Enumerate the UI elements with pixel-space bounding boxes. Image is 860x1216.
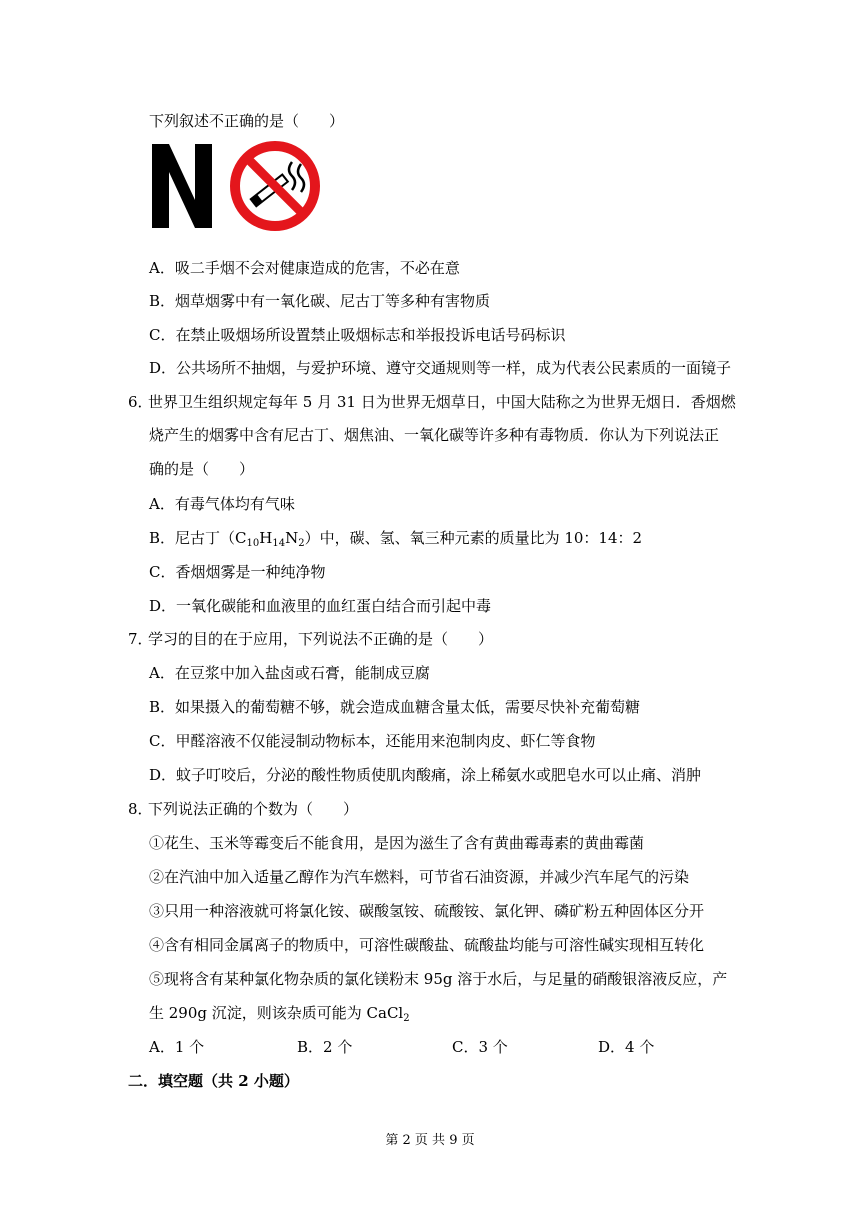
- q7-option-a: A．在豆浆中加入盐卤或石膏，能制成豆腐: [149, 664, 430, 682]
- q7-option-b: B．如果摄入的葡萄糖不够，就会造成血糖含量太低，需要尽快补充葡萄糖: [149, 698, 641, 716]
- q8-statement-3: ③只用一种溶液就可将氯化铵、碳酸氢铵、硫酸铵、氯化钾、磷矿粉五种固体区分开: [149, 902, 705, 920]
- q6-option-d: D．一氧化碳能和血液里的血红蛋白结合而引起中毒: [149, 597, 492, 615]
- q8-statement-2: ②在汽油中加入适量乙醇作为汽车燃料，可节省石油资源，并减少汽车尾气的污染: [149, 868, 690, 886]
- q6-stem-line-2: 烧产生的烟雾中含有尼古丁、烟焦油、一氧化碳等许多种有毒物质．你认为下列说法正: [149, 426, 720, 444]
- q8-stem: 8．下列说法正确的个数为（ ）: [128, 800, 359, 818]
- section-heading-fill-in: 二．填空题（共 2 小题）: [128, 1072, 299, 1090]
- q5-option-b: B．烟草烟雾中有一氧化碳、尼古丁等多种有害物质: [149, 292, 491, 310]
- q6-option-c: C．香烟烟雾是一种纯净物: [149, 563, 326, 581]
- q5-option-d: D．公共场所不抽烟，与爱护环境、遵守交通规则等一样，成为代表公民素质的一面镜子: [149, 359, 732, 377]
- letter-n-icon: [152, 144, 212, 228]
- q7-number: 7．: [128, 630, 153, 648]
- page-footer: 第 2 页 共 9 页: [385, 1133, 475, 1148]
- q8-option-b: B．2 个: [297, 1038, 353, 1056]
- q8-number: 8．: [128, 800, 153, 818]
- q5-option-a: A．吸二手烟不会对健康造成的危害，不必在意: [149, 259, 460, 277]
- no-smoking-logo: [149, 140, 329, 232]
- q7-option-c: C．甲醛溶液不仅能浸制动物标本，还能用来泡制肉皮、虾仁等食物: [149, 732, 596, 750]
- q8-statement-5-line-2: 生 290g 沉淀，则该杂质可能为 CaCl$_2$: [149, 1004, 410, 1024]
- question-intro: 下列叙述不正确的是（ ）: [149, 112, 345, 130]
- q6-stem-line-3: 确的是（ ）: [149, 460, 255, 478]
- q6-option-b: B．尼古丁$(C_{10}H_{14}N_2)$中，碳、氢、氧三种元素的质量比为 10：14：2: [149, 529, 643, 549]
- q8-statement-1: ①花生、玉米等霉变后不能食用，是因为滋生了含有黄曲霉毒素的黄曲霉菌: [149, 834, 645, 852]
- q8-option-d: D．4 个: [598, 1038, 655, 1056]
- no-smoking-sign-icon: [235, 146, 315, 226]
- q6-stem-line-1: 6．世界卫生组织规定每年 5 月 31 日为世界无烟草日，中国大陆称之为世界无烟日．香烟燃: [128, 393, 736, 411]
- q8-statement-4: ④含有相同金属离子的物质中，可溶性碳酸盐、硫酸盐均能与可溶性碱实现相互转化: [149, 936, 705, 954]
- q7-stem: 7．学习的目的在于应用，下列说法不正确的是（ ）: [128, 630, 494, 648]
- q8-statement-5-line-1: ⑤现将含有某种氯化物杂质的氯化镁粉末 95g 溶于水后，与足量的硝酸银溶液反应，产: [149, 970, 728, 988]
- q6-number: 6．: [128, 393, 153, 411]
- q5-option-c: C．在禁止吸烟场所设置禁止吸烟标志和举报投诉电话号码标识: [149, 326, 566, 344]
- q8-option-a: A．1 个: [149, 1038, 205, 1056]
- q8-options: [149, 1037, 654, 1057]
- q8-option-c: C．3 个: [452, 1038, 508, 1056]
- q7-option-d: D．蚊子叮咬后，分泌的酸性物质使肌肉酸痛，涂上稀氨水或肥皂水可以止痛、消肿: [149, 766, 702, 784]
- q6-option-a: A．有毒气体均有气味: [149, 495, 295, 513]
